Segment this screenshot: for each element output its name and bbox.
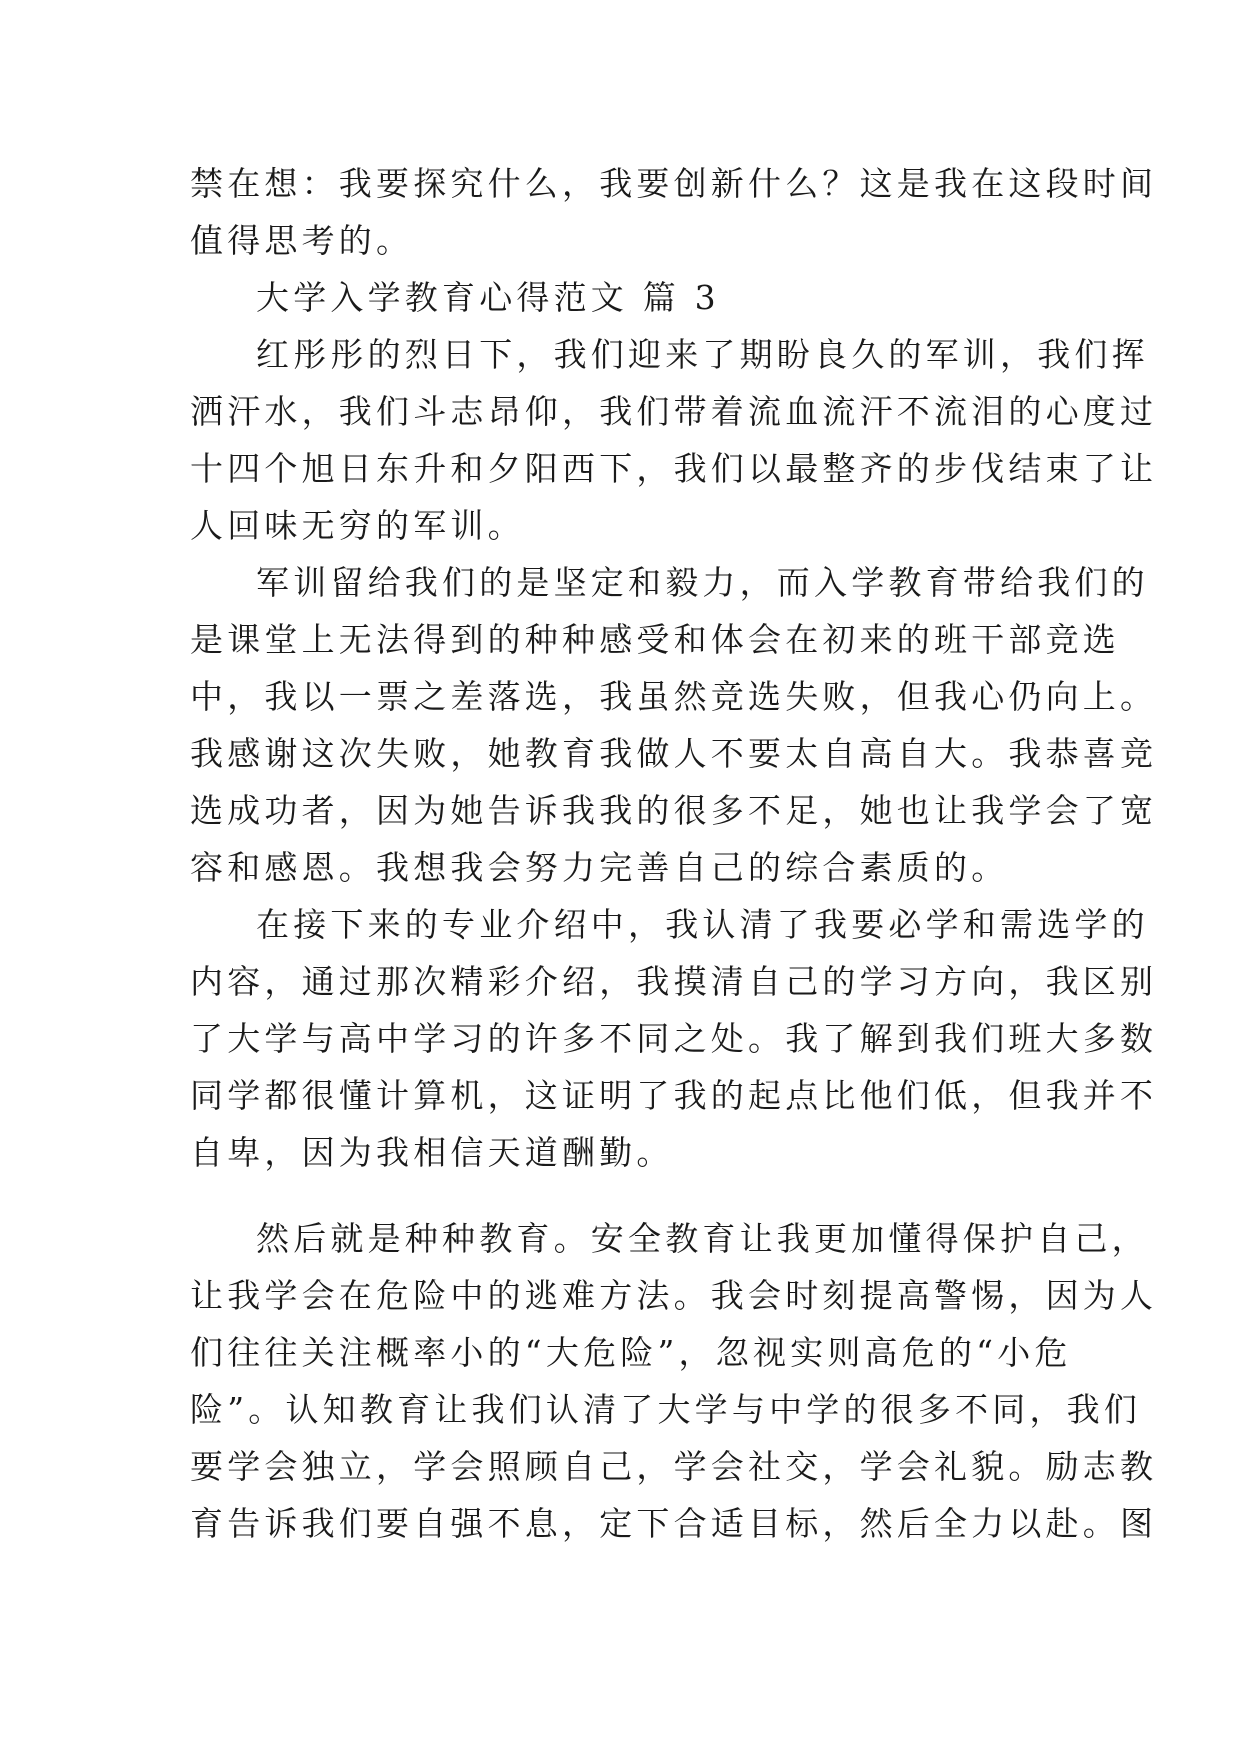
paragraph-line: 内容，通过那次精彩介绍，我摸清自己的学习方向，我区别	[190, 962, 1158, 1001]
paragraph-line: 十四个旭日东升和夕阳西下，我们以最整齐的步伐结束了让	[190, 449, 1158, 488]
section-heading: 大学入学教育心得范文 篇 3	[256, 278, 720, 317]
paragraph-line: 是课堂上无法得到的种种感受和体会在初来的班干部竞选	[190, 620, 1120, 659]
paragraph-line: 同学都很懂计算机，这证明了我的起点比他们低，但我并不	[190, 1076, 1158, 1115]
paragraph-line: 人回味无穷的军训。	[190, 506, 525, 545]
paragraph-line: 容和感恩。我想我会努力完善自己的综合素质的。	[190, 848, 1009, 887]
paragraph-line: 中，我以一票之差落选，我虽然竞选失败，但我心仍向上。	[190, 677, 1158, 716]
paragraph-line: 险”。认知教育让我们认清了大学与中学的很多不同，我们	[190, 1390, 1142, 1429]
paragraph-line: 军训留给我们的是坚定和毅力，而入学教育带给我们的	[256, 563, 1149, 602]
paragraph-line: 要学会独立，学会照顾自己，学会社交，学会礼貌。励志教	[190, 1447, 1158, 1486]
paragraph-line: 然后就是种种教育。安全教育让我更加懂得保护自己，	[256, 1219, 1149, 1258]
paragraph-line: 选成功者，因为她告诉我我的很多不足，她也让我学会了宽	[190, 791, 1158, 830]
paragraph-line: 值得思考的。	[190, 221, 414, 260]
paragraph-line: 在接下来的专业介绍中，我认清了我要必学和需选学的	[256, 905, 1149, 944]
paragraph-line: 红彤彤的烈日下，我们迎来了期盼良久的军训，我们挥	[256, 335, 1149, 374]
paragraph-line: 们往往关注概率小的“大危险”，忽视实则高危的“小危	[190, 1333, 1072, 1372]
paragraph-line: 禁在想：我要探究什么，我要创新什么？这是我在这段时间	[190, 164, 1158, 203]
paragraph-line: 我感谢这次失败，她教育我做人不要太自高自大。我恭喜竞	[190, 734, 1158, 773]
paragraph-line: 了大学与高中学习的许多不同之处。我了解到我们班大多数	[190, 1019, 1158, 1058]
paragraph-line: 让我学会在危险中的逃难方法。我会时刻提高警惕，因为人	[190, 1276, 1158, 1315]
paragraph-line: 育告诉我们要自强不息，定下合适目标，然后全力以赴。图	[190, 1504, 1158, 1543]
paragraph-line: 自卑，因为我相信天道酬勤。	[190, 1133, 674, 1172]
paragraph-line: 洒汗水，我们斗志昂仰，我们带着流血流汗不流泪的心度过	[190, 392, 1158, 431]
